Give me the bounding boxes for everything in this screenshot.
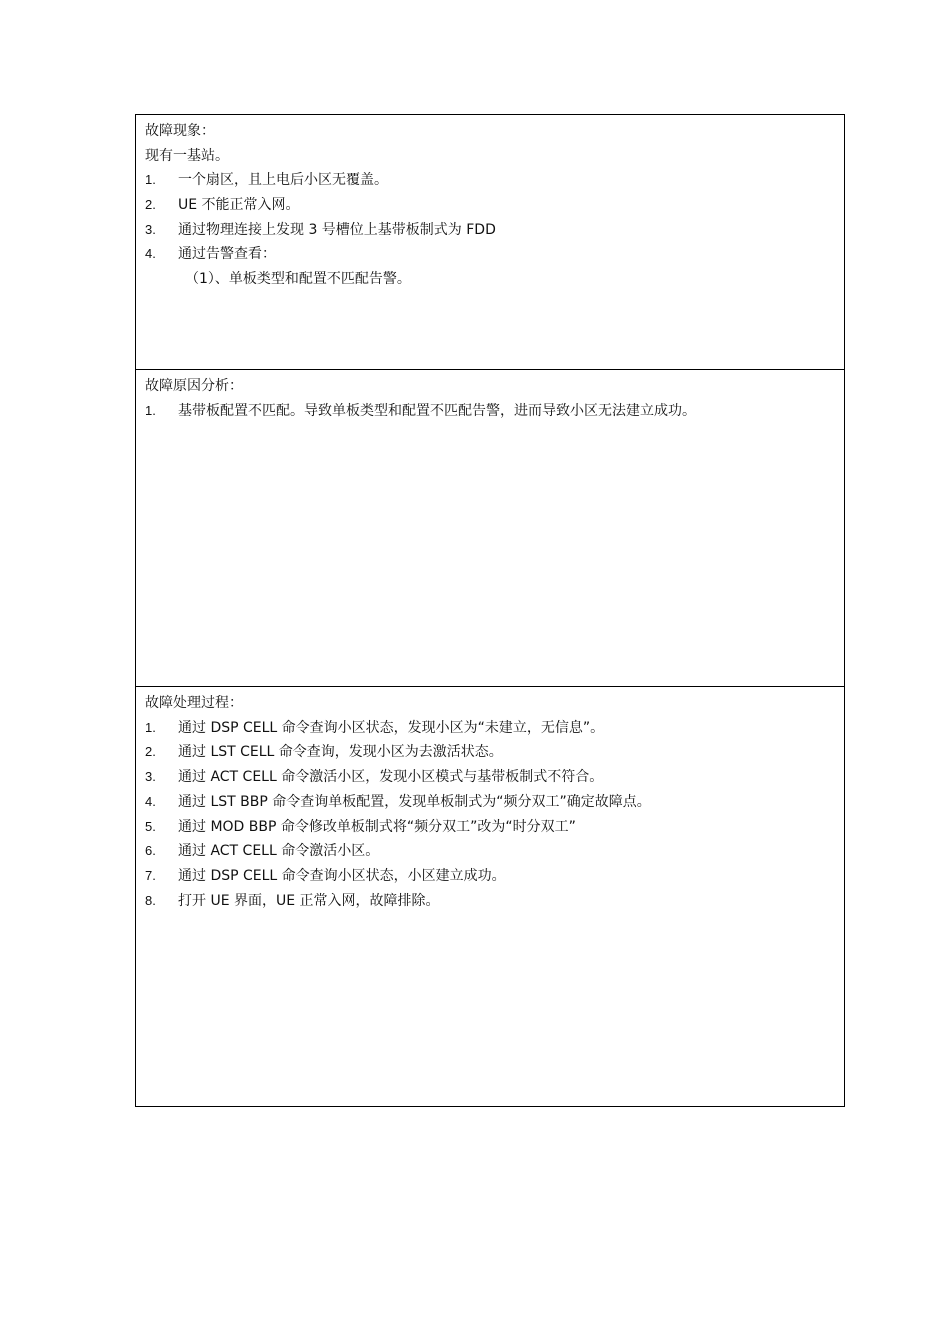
item-number: 2. (145, 744, 156, 760)
fault-analysis-section (136, 370, 844, 687)
item-text: 通过 LST CELL 命令查询，发现小区为去激活状态。 (178, 744, 503, 761)
fault-report-table (135, 114, 845, 1107)
symptom-list (145, 168, 844, 267)
item-number: 2. (145, 196, 156, 212)
list-item (145, 193, 844, 218)
item-number: 4. (145, 246, 156, 262)
list-item (145, 218, 844, 243)
list-item (145, 765, 844, 790)
item-text: 通过 LST BBP 命令查询单板配置，发现单板制式为“频分双工”确定故障点。 (178, 793, 651, 810)
item-number: 8. (145, 893, 156, 909)
fault-process-section (136, 687, 844, 1106)
item-text: 一个扇区，且上电后小区无覆盖。 (178, 172, 388, 188)
item-number: 1. (145, 402, 156, 418)
item-text: 打开 UE 界面，UE 正常入网，故障排除。 (178, 893, 440, 910)
item-number: 3. (145, 769, 156, 785)
fault-symptom-section (136, 115, 844, 370)
process-list (145, 716, 844, 914)
list-item (145, 242, 844, 267)
item-text: 通过 MOD BBP 命令修改单板制式将“频分双工”改为“时分双工” (178, 818, 576, 835)
item-number: 1. (145, 172, 156, 187)
list-item (145, 168, 844, 193)
item-number: 6. (145, 843, 156, 859)
list-item (145, 815, 844, 840)
item-text: 通过 ACT CELL 命令激活小区，发现小区模式与基带板制式不符合。 (178, 769, 604, 786)
item-text: UE 不能正常入网。 (178, 196, 300, 213)
item-number: 4. (145, 793, 156, 809)
list-item (145, 839, 844, 864)
item-text: 通过 DSP CELL 命令查询小区状态，小区建立成功。 (178, 868, 506, 885)
list-item (145, 399, 844, 424)
symptom-subitem: （1）、单板类型和配置不匹配告警。 (185, 271, 411, 288)
analysis-heading: 故障原因分析： (145, 378, 243, 394)
process-heading: 故障处理过程： (145, 695, 243, 711)
list-item (145, 740, 844, 765)
list-item (145, 864, 844, 889)
item-text: 通过 ACT CELL 命令激活小区。 (178, 843, 380, 860)
item-number: 5. (145, 818, 156, 834)
analysis-list (145, 399, 844, 424)
item-text: 通过物理连接上发现 3 号槽位上基带板制式为 FDD (178, 221, 496, 238)
list-item (145, 716, 844, 741)
symptom-heading: 故障现象： (145, 123, 215, 139)
item-text: 通过告警查看： (178, 246, 276, 263)
item-number: 7. (145, 868, 156, 884)
item-text: 基带板配置不匹配。导致单板类型和配置不匹配告警，进而导致小区无法建立成功。 (178, 402, 696, 419)
list-item (145, 790, 844, 815)
item-text: 通过 DSP CELL 命令查询小区状态，发现小区为“未建立，无信息”。 (178, 719, 605, 736)
symptom-intro: 现有一基站。 (145, 147, 229, 164)
item-number: 1. (145, 719, 156, 735)
item-number: 3. (145, 221, 156, 237)
list-item (145, 889, 844, 914)
